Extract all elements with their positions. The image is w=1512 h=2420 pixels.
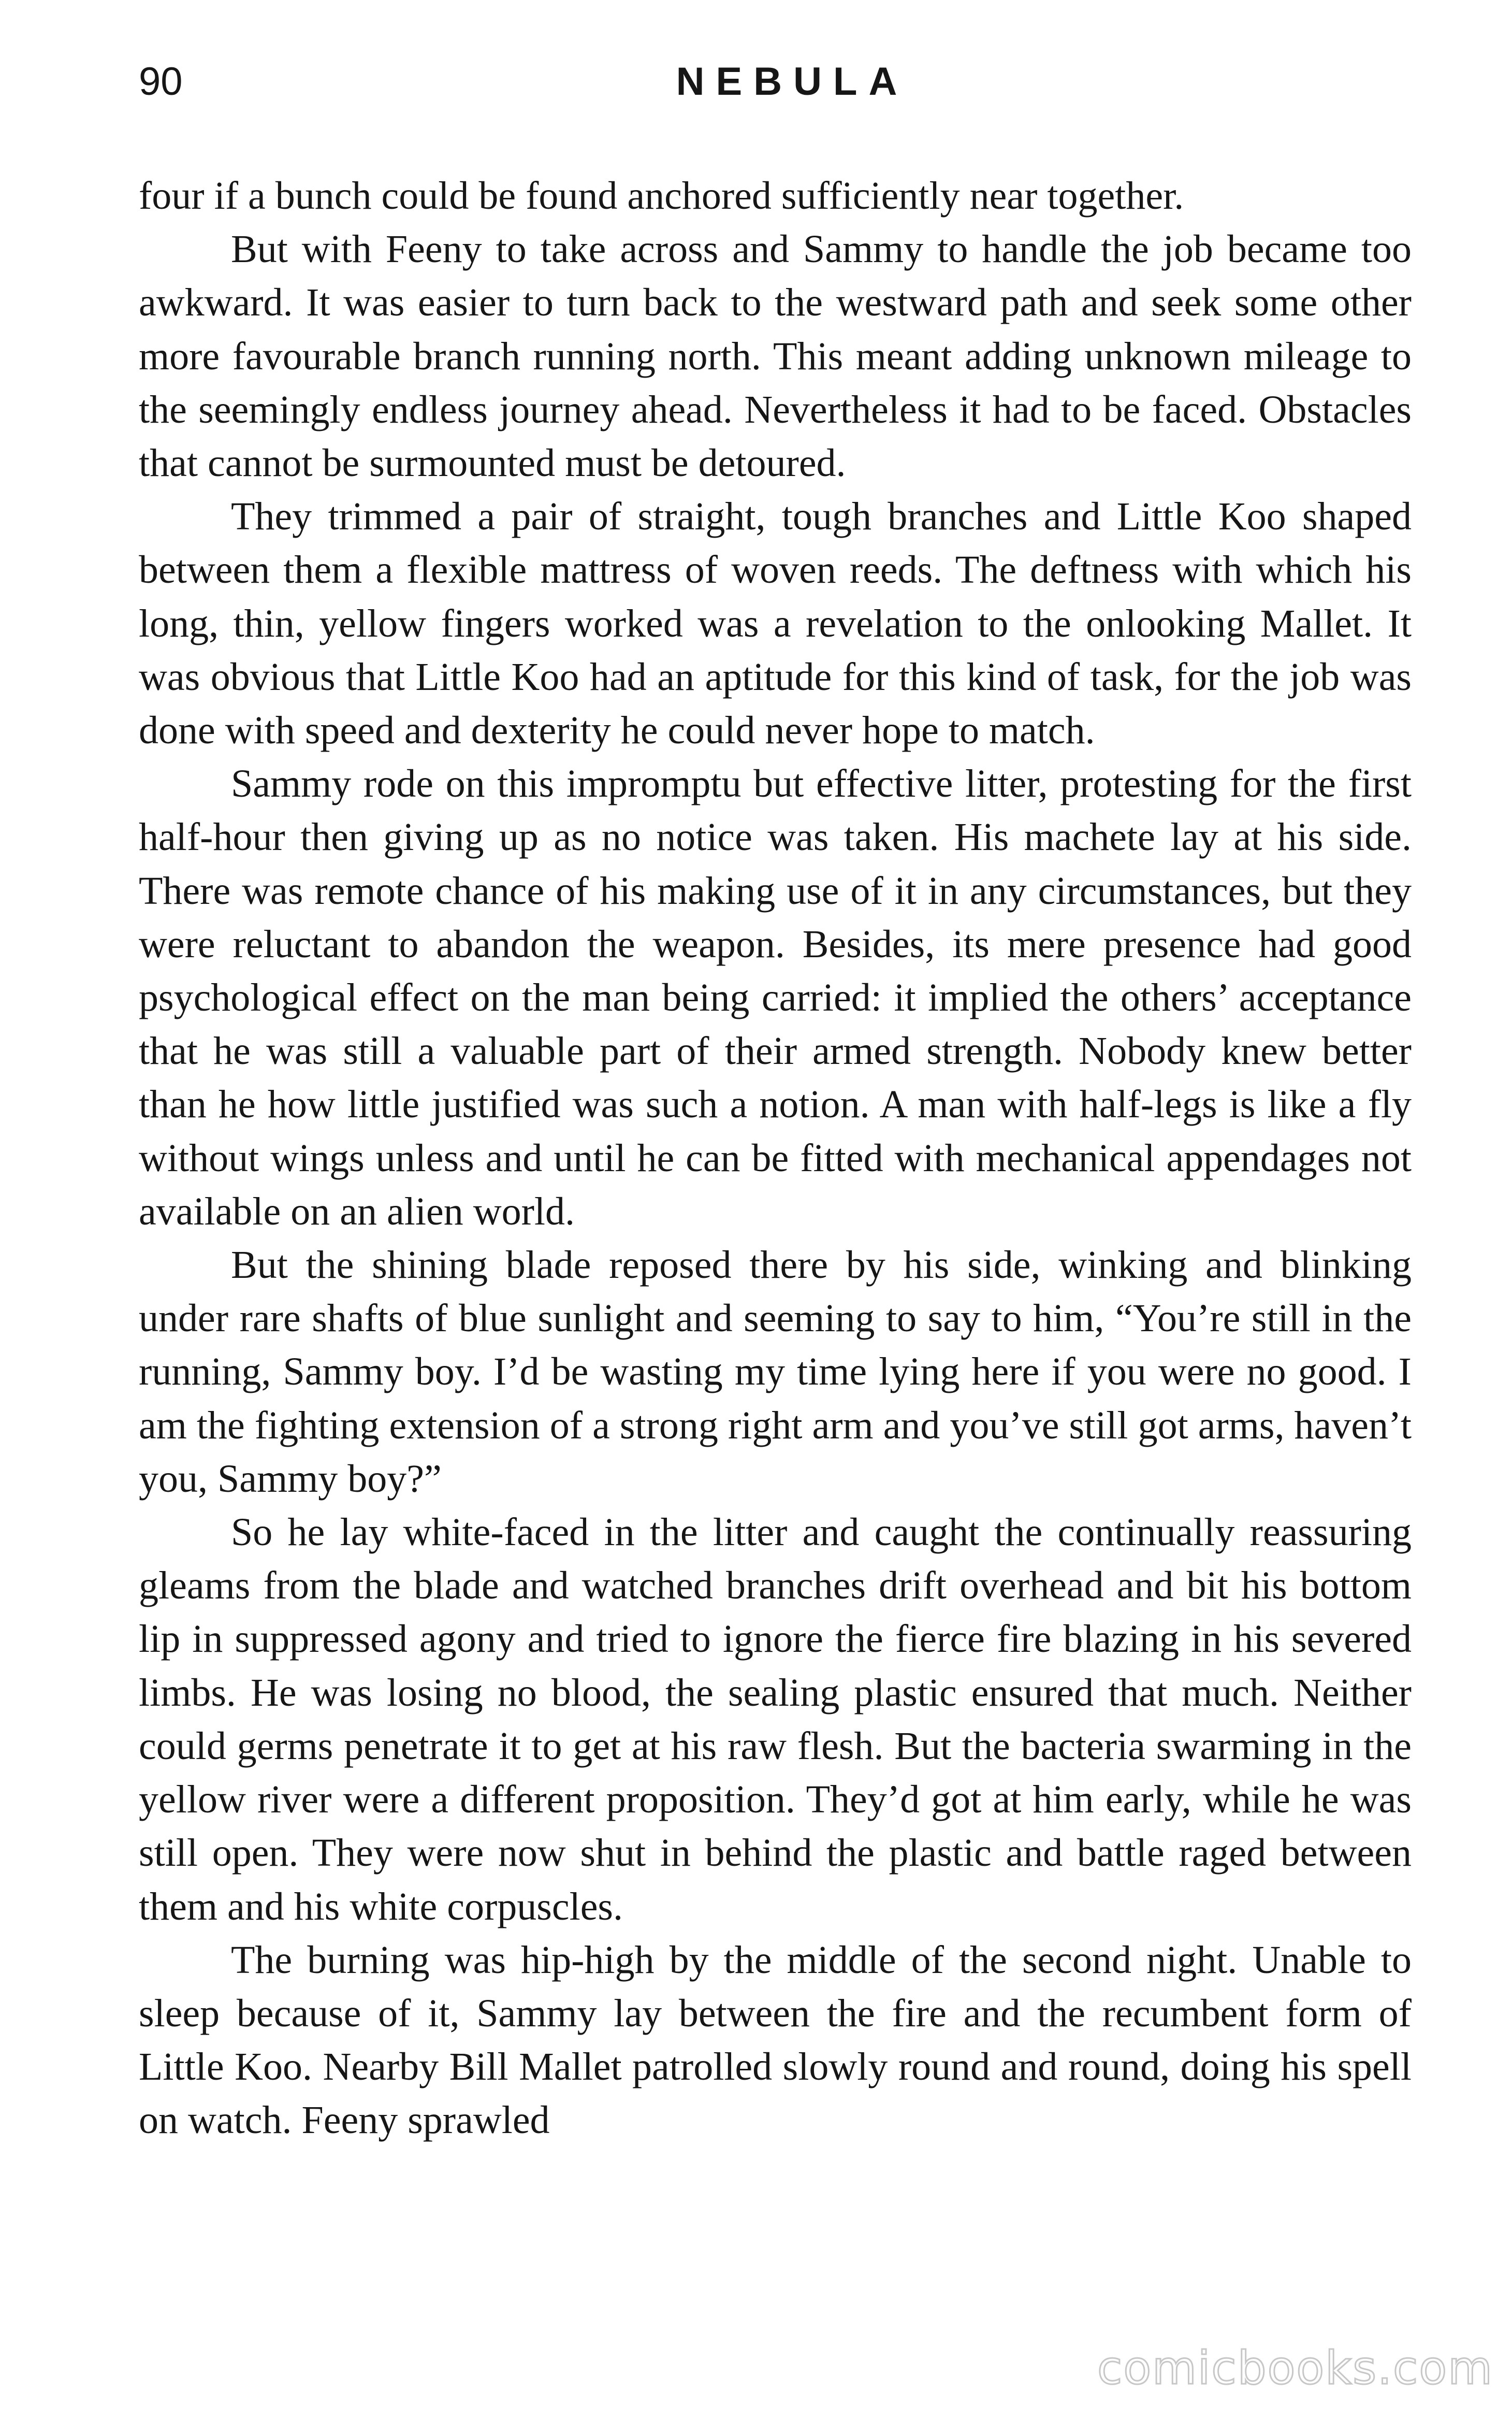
paragraph-2: But with Feeny to take across and Sammy to handle the job became too awkward. It was easier to turn back to the westward path and seek some other more favourable branch running north. This meant adding unknown mileage to the seemingly endless journey ahead. Nevertheless it had to be faced. Obstacles that cannot be surmounted must be detoured.	[139, 227, 1412, 485]
paragraph-7: The burning was hip-high by the middle of the second night. Unable to sleep because of it, Sammy lay between the fire and the recumbent form of Little Koo. Nearby Bill Mallet patrolled slowly round and round, doing his spell on watch. Feeny sprawled	[139, 1938, 1412, 2142]
running-head: NEBULA	[676, 60, 909, 104]
page-number: 90	[139, 60, 183, 104]
paragraph-3: They trimmed a pair of straight, tough branches and Little Koo shaped between them a flexible mattress of woven reeds. The deftness with which his long, thin, yellow fingers worked was a revelation to the onlooking Mallet. It was obvious that Little Koo had an aptitude for this kind of task, for the job was done with speed and dexterity he could never hope to match.	[139, 495, 1412, 753]
paragraph-4: Sammy rode on this impromptu but effective litter, protesting for the first half-hour then giving up as no notice was taken. His machete lay at his side. There was remote chance of his making use of it in any circumstances, but they were reluctant to abandon the weapon. Besides, its mere presence had good psychological effect on the man being carried: it implied the others’ acceptance that he was still a valuable part of their armed strength. Nobody knew better than he how little justified was such a notion. A man with half-legs is like a fly without wings unless and until he can be fitted with mechanical appendages not available on an alien world.	[139, 762, 1412, 1233]
paragraph-1: four if a bunch could be found anchored sufficiently near together.	[139, 174, 1184, 218]
watermark: comicbooks.com	[1097, 2341, 1493, 2395]
paragraph-6: So he lay white-faced in the litter and caught the continually reassuring gleams from the blade and watched branches drift overhead and bit his bottom lip in suppressed agony and tried to ignore the fierce fire blazing in his severed limbs. He was losing no blood, the sealing plastic ensured that much. Neither could germs penetrate it to get at his raw flesh. But the bacteria swarming in the yellow river were a different proposition. They’d got at him early, while he was still open. They were now shut in behind the plastic and battle raged between them and his white corpuscles.	[139, 1510, 1412, 1928]
paragraph-5: But the shining blade reposed there by his side, winking and blinking under rare shafts of blue sunlight and seeming to say to him, “You’re still in the running, Sammy boy. I’d be wasting my time lying here if you were no good. I am the fighting extension of a strong right arm and you’ve still got arms, haven’t you, Sammy boy?”	[139, 1243, 1412, 1501]
body-text	[139, 169, 1412, 2148]
